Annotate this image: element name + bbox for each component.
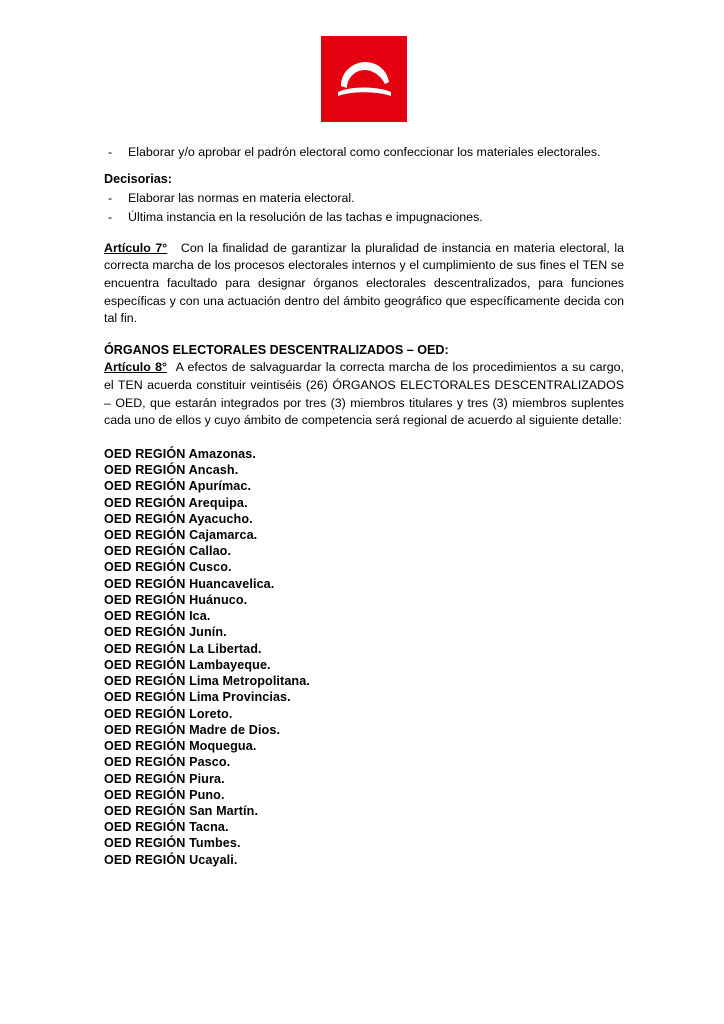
list-item bbox=[104, 144, 624, 161]
top-bullet-list bbox=[104, 144, 624, 161]
list-item: OED REGIÓN Loreto. bbox=[104, 706, 233, 721]
list-item: OED REGIÓN Moquegua. bbox=[104, 739, 257, 754]
list-item: OED REGIÓN Cusco. bbox=[104, 560, 232, 575]
list-item: OED REGIÓN Callao. bbox=[104, 544, 232, 559]
list-item: OED REGIÓN Ancash. bbox=[104, 463, 239, 478]
list-item: OED REGIÓN Huancavelica. bbox=[104, 576, 275, 591]
list-item: OED REGIÓN Cajamarca. bbox=[104, 527, 258, 542]
list-item: OED REGIÓN Apurímac. bbox=[104, 479, 252, 494]
list-item: OED REGIÓN Puno. bbox=[104, 787, 225, 802]
list-item: OED REGIÓN Junín. bbox=[104, 625, 227, 640]
oed-section-title: ÓRGANOS ELECTORALES DESCENTRALIZADOS – OED: bbox=[104, 342, 449, 357]
list-item: OED REGIÓN Lima Provincias. bbox=[104, 690, 291, 705]
list-item: OED REGIÓN Amazonas. bbox=[104, 446, 256, 461]
list-item: OED REGIÓN Ica. bbox=[104, 609, 211, 624]
articulo-7-paragraph bbox=[104, 240, 624, 328]
bullet-dash: - bbox=[108, 209, 113, 224]
list-item: OED REGIÓN San Martín. bbox=[104, 803, 259, 818]
list-item: OED REGIÓN Lambayeque. bbox=[104, 657, 271, 672]
list-item: OED REGIÓN Madre de Dios. bbox=[104, 722, 281, 737]
list-item: OED REGIÓN Lima Metropolitana. bbox=[104, 674, 310, 689]
list-item-text: Elaborar y/o aprobar el padrón electoral como confeccionar los materiales electorales. bbox=[128, 145, 601, 159]
logo-container bbox=[104, 36, 624, 122]
articulo-8-text: A efectos de salvaguardar la correcta marcha de los procedimientos a su cargo, el TEN acuerda constituir veintiséis (26) ÓRGANOS ELECTORALES DESCENTRALIZADOS – OED, que estarán integrados por tres (3) miembros titulares y tres (3) miembros suplentes cada uno de ellos y cuyo ámbito de competencia será regional de acuerdo al siguiente detalle: bbox=[104, 360, 624, 428]
list-item bbox=[104, 190, 624, 207]
list-item bbox=[104, 209, 624, 226]
list-item: OED REGIÓN Ayacucho. bbox=[104, 511, 253, 526]
articulo-8-label: Artículo 8° bbox=[104, 360, 167, 375]
bullet-dash: - bbox=[108, 191, 113, 206]
bullet-dash: - bbox=[108, 145, 113, 159]
list-item-text: Elaborar las normas en materia electoral. bbox=[128, 191, 355, 206]
decisorias-list bbox=[104, 190, 624, 225]
list-item: OED REGIÓN La Libertad. bbox=[104, 641, 262, 656]
list-item: OED REGIÓN Ucayali. bbox=[104, 852, 238, 867]
decisorias-heading: Decisorias: bbox=[104, 172, 172, 187]
list-item: OED REGIÓN Huánuco. bbox=[104, 592, 248, 607]
articulo-8-paragraph bbox=[104, 359, 624, 429]
articulo-7-label: Artículo 7° bbox=[104, 240, 168, 255]
list-item: OED REGIÓN Tumbes. bbox=[104, 836, 241, 851]
list-item: OED REGIÓN Piura. bbox=[104, 771, 225, 786]
list-item-text: Última instancia en la resolución de las tachas e impugnaciones. bbox=[128, 209, 483, 224]
nacion-logo-icon bbox=[321, 36, 407, 122]
articulo-7-text: Con la finalidad de garantizar la pluralidad de instancia en materia electoral, la correcta marcha de los procesos electorales internos y el cumplimiento de sus fines el TEN se encuentra facultado para designar órganos electorales descentralizados, para funciones específicas y con una actuación dentro del ámbito geográfico que específicamente decida con tal fin. bbox=[104, 240, 624, 326]
list-item: OED REGIÓN Tacna. bbox=[104, 820, 229, 835]
oed-region-list bbox=[104, 446, 624, 868]
svg-text:Nación: Nación bbox=[348, 78, 380, 88]
list-item: OED REGIÓN Pasco. bbox=[104, 755, 231, 770]
list-item: OED REGIÓN Arequipa. bbox=[104, 495, 248, 510]
